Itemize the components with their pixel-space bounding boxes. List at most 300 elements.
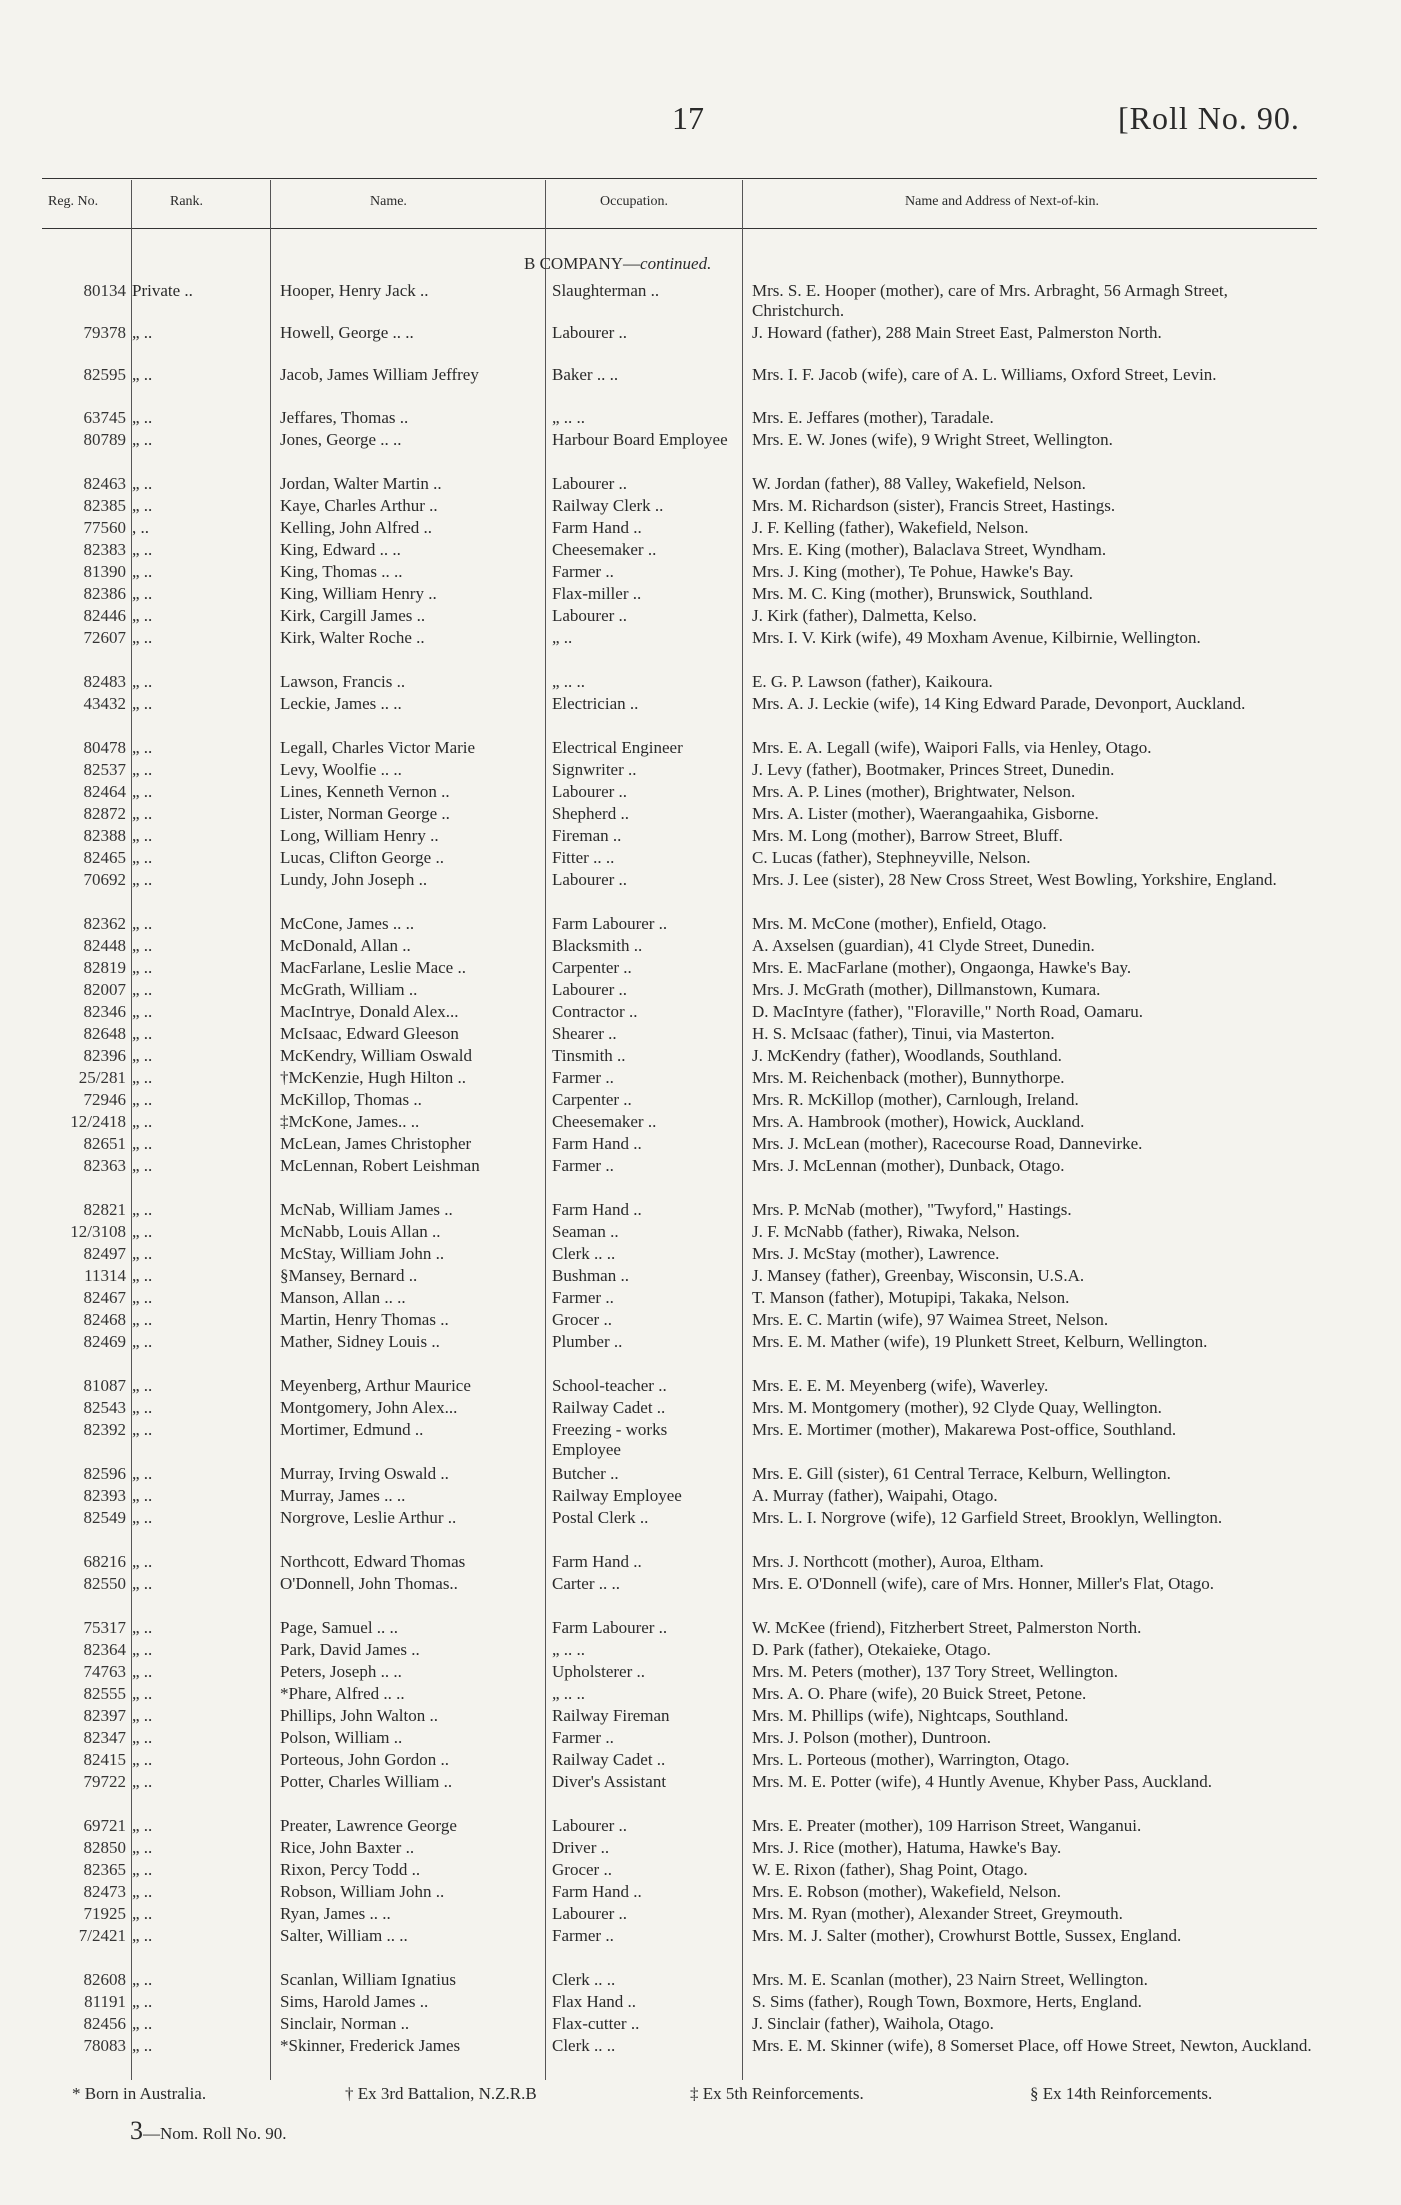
row-name-cell: Kirk, Cargill James .. — [280, 606, 426, 625]
row-reg-cell: 11314 — [84, 1266, 126, 1285]
row-name-cell: King, Edward .. .. — [280, 540, 401, 559]
row-rank-cell: „ .. — [132, 1508, 153, 1527]
row-rank-cell: „ .. — [132, 1772, 153, 1791]
row-rank-cell: „ .. — [132, 1574, 153, 1593]
row-occ-cell: Cheesemaker .. — [552, 1112, 657, 1131]
row-rank-cell: „ .. — [132, 1706, 153, 1725]
row-reg-cell: 72607 — [83, 628, 126, 647]
row-occ-cell: Seaman .. — [552, 1222, 619, 1241]
row-nok-cell: Mrs. E. Preater (mother), 109 Harrison Street, Wanganui. — [752, 1816, 1142, 1835]
row-name-cell: §Mansey, Bernard .. — [280, 1266, 418, 1285]
row-reg-cell: 82347 — [83, 1728, 126, 1747]
row-name-cell: Lawson, Francis .. — [280, 672, 406, 691]
row-name-cell: Montgomery, John Alex... — [280, 1398, 458, 1417]
row-rank-cell: „ .. — [132, 1068, 153, 1087]
section-title: B COMPANY—continued. — [524, 254, 712, 273]
row-occ-cell: Flax-cutter .. — [552, 2014, 640, 2033]
row-reg-cell: 82467 — [83, 1288, 126, 1307]
row-name-cell: Legall, Charles Victor Marie — [280, 738, 476, 757]
row-reg-cell: 82648 — [83, 1024, 126, 1043]
row-rank-cell: „ .. — [132, 1684, 153, 1703]
row-nok-cell: H. S. McIsaac (father), Tinui, via Masterton. — [752, 1024, 1055, 1043]
row-rank-cell: „ .. — [132, 562, 153, 581]
row-occ-cell: Contractor .. — [552, 1002, 638, 1021]
footnote-ex-5th-reinforcements: ‡ Ex 5th Reinforcements. — [690, 2084, 864, 2103]
row-reg-cell: 72946 — [83, 1090, 126, 1109]
row-occ-cell: Clerk .. .. — [552, 1970, 616, 1989]
row-name-cell: Sinclair, Norman .. — [280, 2014, 410, 2033]
row-nok-cell: J. McKendry (father), Woodlands, Southland. — [752, 1046, 1062, 1065]
row-rank-cell: „ .. — [132, 1090, 153, 1109]
row-reg-cell: 74763 — [83, 1662, 126, 1681]
row-rank-cell: „ .. — [132, 1640, 153, 1659]
row-reg-cell: 82473 — [83, 1882, 126, 1901]
row-nok-cell: Mrs. J. McLean (mother), Racecourse Road, Dannevirke. — [752, 1134, 1143, 1153]
row-reg-cell: 82386 — [83, 584, 126, 603]
row-nok-cell: A. Axselsen (guardian), 41 Clyde Street, Dunedin. — [752, 936, 1095, 955]
row-name-cell: McNab, William James .. — [280, 1200, 453, 1219]
row-reg-cell: 82465 — [83, 848, 126, 867]
row-occ-cell: Carpenter .. — [552, 1090, 632, 1109]
row-occ-cell: Labourer .. — [552, 1816, 628, 1835]
row-reg-cell: 82651 — [83, 1134, 126, 1153]
row-name-cell: MacIntrye, Donald Alex... — [280, 1002, 459, 1021]
row-occ-cell: „ .. — [552, 628, 573, 647]
row-reg-cell: 82393 — [83, 1486, 126, 1505]
row-occ-cell: Labourer .. — [552, 1904, 628, 1923]
row-rank-cell: „ .. — [132, 914, 153, 933]
row-rank-cell: „ .. — [132, 1552, 153, 1571]
row-nok-cell: Mrs. J. Rice (mother), Hatuma, Hawke's Bay. — [752, 1838, 1062, 1857]
row-nok-cell: Mrs. I. F. Jacob (wife), care of A. L. Williams, Oxford Street, Levin. — [752, 365, 1217, 384]
row-nok-cell: Mrs. M. E. Potter (wife), 4 Huntly Avenue, Khyber Pass, Auckland. — [752, 1772, 1213, 1791]
row-nok-cell: Mrs. M. Peters (mother), 137 Tory Street, Wellington. — [752, 1662, 1119, 1681]
row-occ-cell: Farmer .. — [552, 1288, 614, 1307]
row-name-cell: McLean, James Christopher — [280, 1134, 472, 1153]
row-occ-cell: Labourer .. — [552, 782, 628, 801]
row-rank-cell: „ .. — [132, 1860, 153, 1879]
row-nok-cell: Mrs. M. McCone (mother), Enfield, Otago. — [752, 914, 1047, 933]
row-nok-cell: W. McKee (friend), Fitzherbert Street, Palmerston North. — [752, 1618, 1142, 1637]
row-reg-cell: 75317 — [83, 1618, 126, 1637]
row-reg-cell: 82007 — [83, 980, 126, 999]
row-nok-cell: J. Kirk (father), Dalmetta, Kelso. — [752, 606, 977, 625]
row-occ-cell: Blacksmith .. — [552, 936, 643, 955]
row-reg-cell: 78083 — [83, 2036, 126, 2055]
row-rank-cell: „ .. — [132, 1002, 153, 1021]
row-reg-cell: 82483 — [83, 672, 126, 691]
row-name-cell: *Skinner, Frederick James — [280, 2036, 461, 2055]
row-reg-cell: 82608 — [83, 1970, 126, 1989]
row-name-cell: Howell, George .. .. — [280, 323, 414, 342]
row-occ-cell: Flax-miller .. — [552, 584, 642, 603]
row-reg-cell: 82396 — [83, 1046, 126, 1065]
row-occ-cell: Fireman .. — [552, 826, 622, 845]
row-rank-cell: „ .. — [132, 1728, 153, 1747]
row-reg-cell: 81191 — [84, 1992, 126, 2011]
header-next-of-kin: Name and Address of Next-of-kin. — [905, 194, 1100, 209]
row-rank-cell: „ .. — [132, 936, 153, 955]
row-name-cell: Scanlan, William Ignatius — [280, 1970, 457, 1989]
row-reg-cell: 82415 — [83, 1750, 126, 1769]
row-reg-cell: 82388 — [83, 826, 126, 845]
row-rank-cell: „ .. — [132, 694, 153, 713]
row-occ-cell: Railway Cadet .. — [552, 1398, 666, 1417]
row-name-cell: Meyenberg, Arthur Maurice — [280, 1376, 471, 1395]
row-nok-cell: Mrs. E. C. Martin (wife), 97 Waimea Street, Nelson. — [752, 1310, 1109, 1329]
row-reg-cell: 82595 — [83, 365, 126, 384]
row-rank-cell: „ .. — [132, 1266, 153, 1285]
row-occ-cell: Railway Employee — [552, 1486, 682, 1505]
row-name-cell: McGrath, William .. — [280, 980, 418, 999]
row-rank-cell: „ .. — [132, 323, 153, 342]
row-nok-cell: Mrs. P. McNab (mother), "Twyford," Hastings. — [752, 1200, 1072, 1219]
row-name-cell: O'Donnell, John Thomas.. — [280, 1574, 458, 1593]
row-rank-cell: „ .. — [132, 408, 153, 427]
row-nok-cell: Mrs. M. C. King (mother), Brunswick, Southland. — [752, 584, 1093, 603]
row-rank-cell: „ .. — [132, 782, 153, 801]
row-name-cell: Manson, Allan .. .. — [280, 1288, 406, 1307]
header-rank: Rank. — [170, 194, 204, 209]
row-occ-cell: Driver .. — [552, 1838, 610, 1857]
row-name-cell: Peters, Joseph .. .. — [280, 1662, 402, 1681]
row-name-cell: King, William Henry .. — [280, 584, 437, 603]
row-rank-cell: „ .. — [132, 848, 153, 867]
row-reg-cell: 82821 — [83, 1200, 126, 1219]
row-rank-cell: „ .. — [132, 2014, 153, 2033]
row-nok-cell: Mrs. L. Porteous (mother), Warrington, Otago. — [752, 1750, 1070, 1769]
row-rank-cell: „ .. — [132, 760, 153, 779]
page-number: 17 — [672, 100, 704, 136]
row-rank-cell: „ .. — [132, 628, 153, 647]
row-name-cell: McNabb, Louis Allan .. — [280, 1222, 441, 1241]
row-reg-cell: 12/3108 — [70, 1222, 126, 1241]
row-rank-cell: „ .. — [132, 1662, 153, 1681]
row-rank-cell: „ .. — [132, 606, 153, 625]
row-occ-cell: Farmer .. — [552, 1926, 614, 1945]
row-name-cell: Norgrove, Leslie Arthur .. — [280, 1508, 457, 1527]
row-nok-cell: Mrs. J. McLennan (mother), Dunback, Otago. — [752, 1156, 1065, 1175]
row-rank-cell: „ .. — [132, 1904, 153, 1923]
row-rank-cell: „ .. — [132, 1222, 153, 1241]
header-reg: Reg. No. — [48, 194, 99, 209]
row-rank-cell: „ .. — [132, 474, 153, 493]
row-rank-cell: „ .. — [132, 365, 153, 384]
row-occ-cell: Plumber .. — [552, 1332, 623, 1351]
row-nok-cell: Mrs. M. J. Salter (mother), Crowhurst Bottle, Sussex, England. — [752, 1926, 1182, 1945]
row-reg-cell: 79378 — [83, 323, 126, 342]
row-rank-cell: „ .. — [132, 1618, 153, 1637]
row-name-cell: McStay, William John .. — [280, 1244, 445, 1263]
row-name-cell: Murray, Irving Oswald .. — [280, 1464, 449, 1483]
footnote-ex-14th-reinforcements: § Ex 14th Reinforcements. — [1030, 2084, 1213, 2103]
row-name-cell: Salter, William .. .. — [280, 1926, 408, 1945]
row-occ-cell: Baker .. .. — [552, 365, 619, 384]
row-reg-cell: 82364 — [83, 1640, 126, 1659]
row-nok-cell: D. MacIntyre (father), "Floraville," North Road, Oamaru. — [752, 1002, 1144, 1021]
row-nok-cell: Mrs. J. King (mother), Te Pohue, Hawke's Bay. — [752, 562, 1074, 581]
row-nok-cell: A. Murray (father), Waipahi, Otago. — [752, 1486, 998, 1505]
row-reg-cell: 82497 — [83, 1244, 126, 1263]
row-reg-cell: 82550 — [83, 1574, 126, 1593]
row-name-cell: Potter, Charles William .. — [280, 1772, 453, 1791]
row-nok-cell: Mrs. M. Long (mother), Barrow Street, Bluff. — [752, 826, 1063, 845]
row-occ-cell: Farm Hand .. — [552, 1134, 642, 1153]
row-rank-cell: „ .. — [132, 1882, 153, 1901]
footnote-born-australia: * Born in Australia. — [72, 2084, 207, 2103]
row-reg-cell: 82555 — [83, 1684, 126, 1703]
row-rank-cell: „ .. — [132, 870, 153, 889]
row-nok-cell: Mrs. M. E. Scanlan (mother), 23 Nairn Street, Wellington. — [752, 1970, 1148, 1989]
row-nok-cell: Mrs. E. W. Jones (wife), 9 Wright Street, Wellington. — [752, 430, 1113, 449]
row-occ-cell: „ .. .. — [552, 1684, 586, 1703]
row-reg-cell: 82469 — [83, 1332, 126, 1351]
row-occ-cell: Labourer .. — [552, 870, 628, 889]
row-nok-cell: Mrs. J. Lee (sister), 28 New Cross Street, West Bowling, Yorkshire, England. — [752, 870, 1277, 889]
row-name-cell: Rice, John Baxter .. — [280, 1838, 415, 1857]
row-name-cell: Northcott, Edward Thomas — [280, 1552, 466, 1571]
row-name-cell: Preater, Lawrence George — [280, 1816, 457, 1835]
row-reg-cell: 82392 — [83, 1420, 126, 1439]
row-name-cell: Lister, Norman George .. — [280, 804, 450, 823]
row-occ-cell: „ .. .. — [552, 408, 586, 427]
row-reg-cell: 81390 — [83, 562, 126, 581]
row-name-cell: Murray, James .. .. — [280, 1486, 406, 1505]
row-reg-cell: 82596 — [83, 1464, 126, 1483]
row-occ-cell: Tinsmith .. — [552, 1046, 626, 1065]
row-name-cell: Rixon, Percy Todd .. — [280, 1860, 421, 1879]
row-nok-cell: Mrs. R. McKillop (mother), Carnlough, Ireland. — [752, 1090, 1079, 1109]
row-nok-cell: W. E. Rixon (father), Shag Point, Otago. — [752, 1860, 1028, 1879]
row-rank-cell: „ .. — [132, 826, 153, 845]
row-name-cell: Kelling, John Alfred .. — [280, 518, 433, 537]
row-name-cell: McIsaac, Edward Gleeson — [280, 1024, 459, 1043]
row-reg-cell: 82549 — [83, 1508, 126, 1527]
row-nok-cell: Mrs. E. M. Mather (wife), 19 Plunkett Street, Kelburn, Wellington. — [752, 1332, 1208, 1351]
row-occ-cell: Flax Hand .. — [552, 1992, 637, 2011]
row-name-cell: †McKenzie, Hugh Hilton .. — [280, 1068, 467, 1087]
row-nok-cell: Mrs. L. I. Norgrove (wife), 12 Garfield Street, Brooklyn, Wellington. — [752, 1508, 1223, 1527]
row-rank-cell: „ .. — [132, 1156, 153, 1175]
footnote-ex-3rd-battalion: † Ex 3rd Battalion, N.Z.R.B — [345, 2084, 537, 2103]
row-reg-cell: 81087 — [83, 1376, 126, 1395]
row-occ-cell: Bushman .. — [552, 1266, 629, 1285]
row-occ-cell: Grocer .. — [552, 1310, 612, 1329]
row-name-cell: Jacob, James William Jeffrey — [280, 365, 479, 384]
row-occ-cell: Electrical Engineer — [552, 738, 683, 757]
row-rank-cell: „ .. — [132, 1992, 153, 2011]
row-occ-cell: Shepherd .. — [552, 804, 629, 823]
row-rank-cell: „ .. — [132, 2036, 153, 2055]
row-reg-cell: 82537 — [83, 760, 126, 779]
row-reg-cell: 82362 — [83, 914, 126, 933]
row-name-cell: Page, Samuel .. .. — [280, 1618, 399, 1637]
row-rank-cell: „ .. — [132, 584, 153, 603]
row-name-cell: Phillips, John Walton .. — [280, 1706, 438, 1725]
row-occ-cell: Butcher .. — [552, 1464, 619, 1483]
row-reg-cell: 69721 — [83, 1816, 126, 1835]
row-occ-cell: Labourer .. — [552, 980, 628, 999]
row-occ-cell: Labourer .. — [552, 474, 628, 493]
row-rank-cell: „ .. — [132, 1134, 153, 1153]
row-reg-cell: 25/281 — [78, 1068, 126, 1087]
row-nok-cell: C. Lucas (father), Stephneyville, Nelson. — [752, 848, 1031, 867]
row-nok-cell: Mrs. E. MacFarlane (mother), Ongaonga, Hawke's Bay. — [752, 958, 1132, 977]
row-nok-cell: J. F. McNabb (father), Riwaka, Nelson. — [752, 1222, 1020, 1241]
row-rank-cell: „ .. — [132, 738, 153, 757]
row-occ-cell: Farm Labourer .. — [552, 1618, 668, 1637]
row-name-cell: Jones, George .. .. — [280, 430, 402, 449]
row-nok-cell: Mrs. A. Hambrook (mother), Howick, Auckland. — [752, 1112, 1085, 1131]
row-nok-cell: Mrs. E. O'Donnell (wife), care of Mrs. Honner, Miller's Flat, Otago. — [752, 1574, 1214, 1593]
row-occ-cell: Diver's Assistant — [552, 1772, 667, 1791]
row-occ-cell: Clerk .. .. — [552, 2036, 616, 2055]
row-name-cell: Lucas, Clifton George .. — [280, 848, 444, 867]
row-nok-cell: D. Park (father), Otekaieke, Otago. — [752, 1640, 991, 1659]
row-name-cell: Porteous, John Gordon .. — [280, 1750, 450, 1769]
row-occ-cell: Labourer .. — [552, 606, 628, 625]
row-rank-cell: „ .. — [132, 1398, 153, 1417]
row-rank-cell: „ .. — [132, 1838, 153, 1857]
row-occ-cell: Farm Hand .. — [552, 1882, 642, 1901]
row-occ-cell: Clerk .. .. — [552, 1244, 616, 1263]
row-occ-cell: Slaughterman .. — [552, 281, 660, 300]
row-nok-cell: Mrs. E. M. Skinner (wife), 8 Somerset Place, off Howe Street, Newton, Auckland. — [752, 2036, 1312, 2055]
row-rank-cell: „ .. — [132, 1970, 153, 1989]
row-nok-cell: Mrs. S. E. Hooper (mother), care of Mrs. Arbraght, 56 Armagh Street, Christchurch. — [752, 281, 1228, 320]
row-occ-cell: Farm Hand .. — [552, 1552, 642, 1571]
row-name-cell: ‡McKone, James.. .. — [280, 1112, 420, 1131]
row-nok-cell: Mrs. J. Polson (mother), Duntroon. — [752, 1728, 991, 1747]
row-occ-cell: Cheesemaker .. — [552, 540, 657, 559]
row-nok-cell: Mrs. E. A. Legall (wife), Waipori Falls, via Henley, Otago. — [752, 738, 1152, 757]
row-nok-cell: Mrs. A. P. Lines (mother), Brightwater, Nelson. — [752, 782, 1076, 801]
row-rank-cell: „ .. — [132, 1024, 153, 1043]
row-occ-cell: Freezing - works Employee — [552, 1420, 668, 1459]
row-name-cell: McCone, James .. .. — [280, 914, 415, 933]
form-reference: 3—Nom. Roll No. 90. — [130, 2116, 287, 2145]
row-rank-cell: „ .. — [132, 958, 153, 977]
row-name-cell: Robson, William John .. — [280, 1882, 445, 1901]
row-name-cell: McKendry, William Oswald — [280, 1046, 472, 1065]
row-name-cell: Park, David James .. — [280, 1640, 420, 1659]
row-occ-cell: Carter .. .. — [552, 1574, 620, 1593]
roll-title: [Roll No. 90. — [1118, 100, 1300, 136]
row-reg-cell: 43432 — [83, 694, 126, 713]
row-reg-cell: 82872 — [83, 804, 126, 823]
row-reg-cell: 82448 — [83, 936, 126, 955]
row-occ-cell: Carpenter .. — [552, 958, 632, 977]
row-name-cell: Ryan, James .. .. — [280, 1904, 391, 1923]
row-nok-cell: T. Manson (father), Motupipi, Takaka, Nelson. — [752, 1288, 1070, 1307]
row-name-cell: Martin, Henry Thomas .. — [280, 1310, 449, 1329]
row-occ-cell: Grocer .. — [552, 1860, 612, 1879]
row-reg-cell: 82464 — [83, 782, 126, 801]
row-name-cell: Sims, Harold James .. — [280, 1992, 429, 2011]
row-occ-cell: Farmer .. — [552, 1728, 614, 1747]
row-nok-cell: Mrs. J. Northcott (mother), Auroa, Eltham. — [752, 1552, 1044, 1571]
row-name-cell: Lines, Kenneth Vernon .. — [280, 782, 450, 801]
row-name-cell: Mather, Sidney Louis .. — [280, 1332, 440, 1351]
row-rank-cell: „ .. — [132, 1112, 153, 1131]
row-reg-cell: 82543 — [83, 1398, 126, 1417]
row-reg-cell: 82365 — [83, 1860, 126, 1879]
row-occ-cell: Labourer .. — [552, 323, 628, 342]
row-occ-cell: Shearer .. — [552, 1024, 617, 1043]
row-reg-cell: 82385 — [83, 496, 126, 515]
row-reg-cell: 82397 — [83, 1706, 126, 1725]
row-reg-cell: 82346 — [83, 1002, 126, 1021]
row-rank-cell: „ .. — [132, 1486, 153, 1505]
row-rank-cell: „ .. — [132, 430, 153, 449]
row-rank-cell: „ .. — [132, 1310, 153, 1329]
header-name: Name. — [370, 194, 407, 209]
row-reg-cell: 82463 — [83, 474, 126, 493]
row-name-cell: Polson, William .. — [280, 1728, 403, 1747]
row-rank-cell: „ .. — [132, 1816, 153, 1835]
row-reg-cell: 80134 — [83, 281, 126, 300]
row-name-cell: McDonald, Allan .. — [280, 936, 411, 955]
row-reg-cell: 82468 — [83, 1310, 126, 1329]
row-rank-cell: „ .. — [132, 496, 153, 515]
row-rank-cell: „ .. — [132, 1376, 153, 1395]
row-nok-cell: Mrs. I. V. Kirk (wife), 49 Moxham Avenue, Kilbirnie, Wellington. — [752, 628, 1201, 647]
row-name-cell: Kirk, Walter Roche .. — [280, 628, 425, 647]
row-name-cell: Leckie, James .. .. — [280, 694, 402, 713]
row-rank-cell: „ .. — [132, 1332, 153, 1351]
row-occ-cell: Farmer .. — [552, 562, 614, 581]
row-rank-cell: „ .. — [132, 1288, 153, 1307]
row-rank-cell: „ .. — [132, 1464, 153, 1483]
row-occ-cell: Fitter .. .. — [552, 848, 615, 867]
row-reg-cell: 82446 — [83, 606, 126, 625]
row-name-cell: Lundy, John Joseph .. — [280, 870, 428, 889]
row-occ-cell: Farm Labourer .. — [552, 914, 668, 933]
row-occ-cell: Electrician .. — [552, 694, 639, 713]
row-occ-cell: Upholsterer .. — [552, 1662, 646, 1681]
row-nok-cell: J. F. Kelling (father), Wakefield, Nelson. — [752, 518, 1029, 537]
row-nok-cell: Mrs. E. Robson (mother), Wakefield, Nelson. — [752, 1882, 1061, 1901]
row-rank-cell: „ .. — [132, 1244, 153, 1263]
row-nok-cell: Mrs. M. Reichenback (mother), Bunnythorpe. — [752, 1068, 1065, 1087]
row-occ-cell: „ .. .. — [552, 672, 586, 691]
row-nok-cell: Mrs. M. Montgomery (mother), 92 Clyde Quay, Wellington. — [752, 1398, 1162, 1417]
row-reg-cell: 80789 — [83, 430, 126, 449]
row-occ-cell: Railway Fireman — [552, 1706, 670, 1725]
row-nok-cell: Mrs. M. Phillips (wife), Nightcaps, Southland. — [752, 1706, 1069, 1725]
row-occ-cell: Railway Clerk .. — [552, 496, 664, 515]
row-occ-cell: Farm Hand .. — [552, 518, 642, 537]
row-rank-cell: „ .. — [132, 1750, 153, 1769]
row-rank-cell: „ .. — [132, 1420, 153, 1439]
row-reg-cell: 82456 — [83, 2014, 126, 2033]
row-nok-cell: Mrs. J. McGrath (mother), Dillmanstown, Kumara. — [752, 980, 1101, 999]
row-rank-cell: „ .. — [132, 672, 153, 691]
row-reg-cell: 7/2421 — [78, 1926, 126, 1945]
row-nok-cell: Mrs. E. Jeffares (mother), Taradale. — [752, 408, 994, 427]
row-rank-cell: Private .. — [132, 281, 193, 300]
row-nok-cell: E. G. P. Lawson (father), Kaikoura. — [752, 672, 993, 691]
row-nok-cell: Mrs. E. King (mother), Balaclava Street, Wyndham. — [752, 540, 1107, 559]
row-occ-cell: School-teacher .. — [552, 1376, 667, 1395]
row-nok-cell: W. Jordan (father), 88 Valley, Wakefield, Nelson. — [752, 474, 1086, 493]
row-reg-cell: 70692 — [83, 870, 126, 889]
row-occ-cell: „ .. .. — [552, 1640, 586, 1659]
row-nok-cell: Mrs. E. E. M. Meyenberg (wife), Waverley. — [752, 1376, 1049, 1395]
row-name-cell: McLennan, Robert Leishman — [280, 1156, 480, 1175]
row-nok-cell: J. Levy (father), Bootmaker, Princes Street, Dunedin. — [752, 760, 1115, 779]
row-nok-cell: Mrs. E. Mortimer (mother), Makarewa Post-office, Southland. — [752, 1420, 1177, 1439]
